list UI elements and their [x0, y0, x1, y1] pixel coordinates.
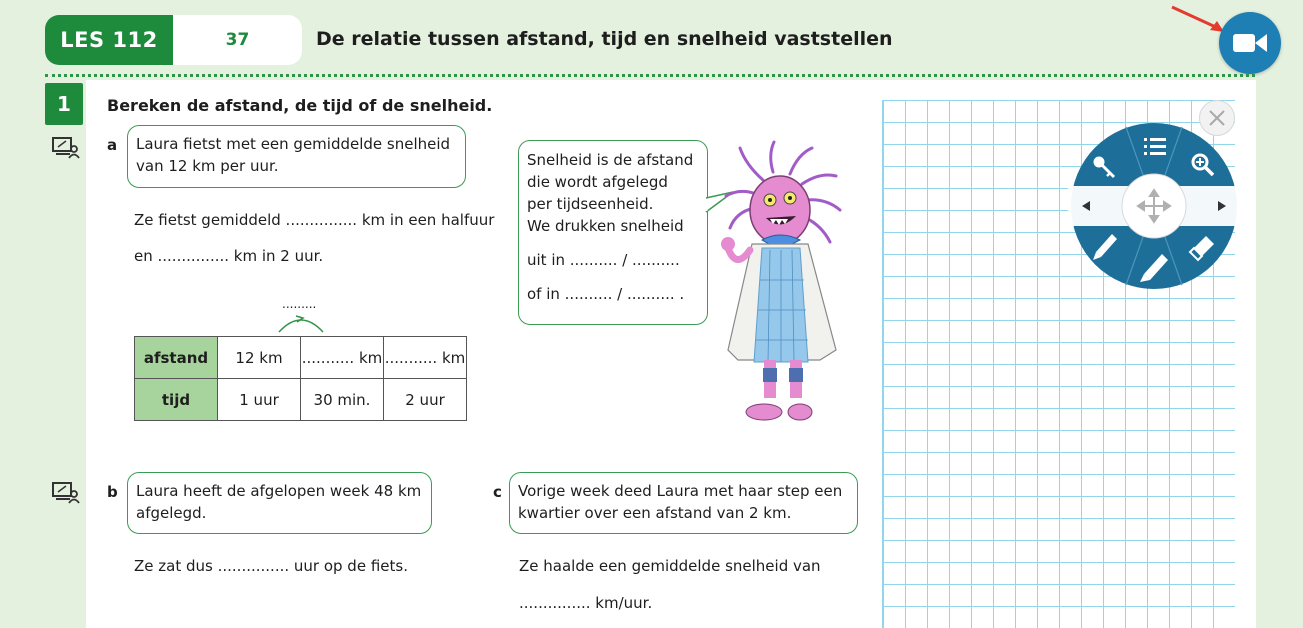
header-divider	[45, 74, 1255, 77]
table-cell: 1 uur	[218, 379, 301, 421]
lesson-number-badge: LES 112	[45, 15, 173, 65]
part-a-label: a	[107, 136, 118, 154]
tip-line: Snelheid is de afstand	[527, 151, 694, 169]
table-cell-input[interactable]: ........... km	[384, 337, 467, 379]
tip-speech-bubble	[518, 140, 708, 325]
table-row	[135, 337, 467, 379]
digiboard-icon[interactable]	[52, 137, 80, 159]
table-cell: 2 uur	[384, 379, 467, 421]
page-number: 37	[225, 30, 250, 50]
exercise-number-badge: 1	[45, 83, 83, 125]
lesson-header	[45, 15, 302, 65]
monster-mascot-illustration	[718, 140, 858, 425]
arc-arrow-icon	[276, 312, 326, 334]
part-a-bubble: Laura fietst met een gemiddelde snelheid van 12 km per uur.	[127, 125, 466, 188]
part-c-bubble: Vorige week deed Laura met haar step een kwartier over een afstand van 2 km.	[509, 472, 858, 534]
tip-line: die wordt afgelegd	[527, 173, 668, 191]
table-row	[135, 379, 467, 421]
part-c-label: c	[493, 483, 502, 501]
tip-line: per tijdseenheid.	[527, 195, 654, 213]
table-cell: 12 km	[218, 337, 301, 379]
part-b-line-1: Ze zat dus ............... uur op de fiets.	[134, 557, 408, 575]
answer-table	[134, 336, 467, 421]
part-b-label: b	[107, 483, 118, 501]
radial-tool-menu[interactable]	[1068, 122, 1240, 290]
part-c-line-2: ............... km/uur.	[519, 594, 653, 612]
lesson-title: De relatie tussen afstand, tijd en snelheid vaststellen	[316, 28, 893, 50]
table-header-afstand: afstand	[135, 337, 218, 379]
exercise-instruction: Bereken de afstand, de tijd of de snelheid.	[107, 96, 493, 115]
tip-line: uit in .......... / ..........	[527, 251, 680, 269]
digiboard-icon[interactable]	[52, 482, 80, 504]
table-cell-input[interactable]: ........... km	[301, 337, 384, 379]
part-a-line-1: Ze fietst gemiddeld ............... km in een halfuur	[134, 211, 495, 229]
arc-label: .........	[282, 297, 317, 311]
part-b-bubble: Laura heeft de afgelopen week 48 km afgelegd.	[127, 472, 432, 534]
part-c-line-1: Ze haalde een gemiddelde snelheid van	[519, 557, 821, 575]
part-a-line-2: en ............... km in 2 uur.	[134, 247, 324, 265]
tip-line: of in .......... / .......... .	[527, 285, 685, 303]
tip-line: We drukken snelheid	[527, 217, 684, 235]
video-camera-icon	[1233, 32, 1267, 54]
table-header-tijd: tijd	[135, 379, 218, 421]
table-cell: 30 min.	[301, 379, 384, 421]
video-button[interactable]	[1219, 12, 1281, 74]
